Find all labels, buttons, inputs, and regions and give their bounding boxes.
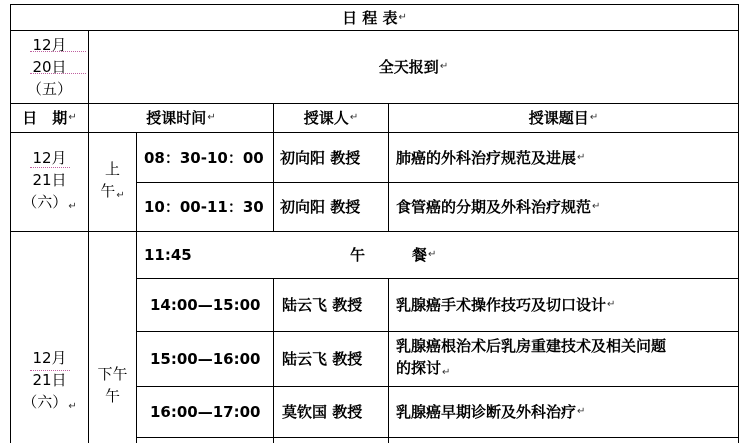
session-teacher: [282, 332, 388, 386]
session-topic: [396, 133, 738, 182]
header-time-text: 授课时间: [146, 109, 207, 127]
rule: [136, 132, 137, 443]
paragraph-mark-icon: ↵: [577, 406, 586, 417]
session-time: [144, 183, 273, 231]
afternoon-period-line1: 下午: [97, 365, 128, 383]
session-teacher: [280, 133, 388, 182]
paragraph-mark-icon: ↵: [398, 11, 407, 23]
session-topic: [396, 387, 738, 437]
session-time-text: 10：00-11：30: [144, 198, 264, 216]
lunch-time: [144, 232, 273, 278]
arrival-date-month: 12月: [32, 36, 67, 54]
paragraph-mark-icon: ↵: [607, 299, 616, 310]
arrival-content-text: 全天报到: [378, 58, 439, 76]
morning-date-day: 21日: [32, 170, 67, 189]
paragraph-mark-icon: ↵: [207, 112, 216, 123]
session-topic: [396, 332, 738, 386]
header-topic-text: 授课题目: [528, 109, 589, 127]
session-teacher: [282, 279, 388, 331]
lunch-label-1-text: 午: [350, 246, 366, 264]
paragraph-mark-icon: ↵: [577, 151, 586, 163]
lunch-label-2-text: 餐: [412, 246, 428, 264]
paragraph-mark-icon: ↵: [589, 112, 599, 123]
paragraph-mark-icon: ↵: [428, 249, 437, 260]
paragraph-mark-icon: ↵: [68, 400, 77, 412]
afternoon-date: [11, 342, 88, 422]
header-teacher: [274, 104, 388, 132]
session-teacher-text: 陆云飞 教授: [282, 350, 363, 368]
session-time: [144, 133, 273, 182]
session-teacher: [280, 183, 388, 231]
rule: [136, 437, 739, 438]
session-teacher-text: 陆云飞 教授: [282, 296, 363, 314]
arrival-date: [11, 31, 88, 103]
table-title: [10, 5, 739, 30]
afternoon-date-weekday: （六）: [22, 392, 68, 411]
morning-date-month: 12月: [32, 148, 67, 167]
session-time: [150, 332, 273, 386]
morning-period: [89, 133, 136, 231]
header-date: [11, 104, 88, 132]
session-time: [150, 279, 273, 331]
dotted-rule: [30, 73, 86, 74]
morning-period-line2: 午: [100, 181, 116, 200]
session-topic: [396, 183, 738, 231]
table-title-text: 日 程 表: [342, 8, 398, 27]
afternoon-period: [89, 360, 136, 410]
morning-date-weekday: （六）: [22, 192, 68, 211]
header-date-text: 日 期: [22, 109, 68, 127]
paragraph-mark-icon: ↵: [439, 61, 449, 72]
session-teacher-text: 莫钦国 教授: [282, 403, 363, 421]
afternoon-date-day: 21日: [32, 370, 67, 389]
header-topic: [389, 104, 738, 132]
lunch-label-2: [412, 232, 452, 278]
afternoon-period-line2: 午: [104, 387, 120, 405]
session-topic-line2: 的探讨: [396, 358, 442, 377]
header-time: [89, 104, 273, 132]
morning-date: [11, 133, 88, 231]
paragraph-mark-icon: ↵: [349, 112, 359, 123]
paragraph-mark-icon: ↵: [592, 201, 601, 212]
rule: [388, 278, 389, 443]
afternoon-date-month: 12月: [32, 348, 67, 367]
paragraph-mark-icon: ↵: [68, 112, 77, 123]
session-time-text: 08：30-10：00: [144, 148, 264, 167]
session-time-text: 14:00—15:00: [150, 296, 261, 314]
dotted-rule: [30, 167, 70, 168]
lunch-label-1: [350, 232, 370, 278]
session-teacher-text: 初向阳 教授: [280, 198, 361, 216]
session-time-text: 16:00—17:00: [150, 403, 261, 421]
paragraph-mark-icon: ↵: [116, 189, 125, 201]
session-time: [150, 387, 273, 437]
rule: [738, 4, 739, 443]
paragraph-mark-icon: ↵: [68, 200, 77, 212]
session-topic-text: 肺癌的外科治疗规范及进展: [396, 148, 577, 167]
session-teacher: [282, 387, 388, 437]
morning-period-line1: 上: [104, 159, 120, 178]
session-topic-line1: 乳腺癌根治术后乳房重建技术及相关问题: [396, 336, 667, 355]
session-topic: [396, 279, 738, 331]
session-time-text: 15:00—16:00: [150, 350, 261, 368]
rule: [273, 278, 274, 443]
arrival-date-day: 20日: [32, 58, 67, 76]
arrival-content: [89, 31, 738, 103]
header-teacher-text: 授课人: [303, 109, 349, 127]
session-teacher-text: 初向阳 教授: [280, 148, 361, 167]
session-topic-text: 乳腺癌早期诊断及外科治疗: [396, 403, 577, 421]
rule: [10, 231, 739, 232]
paragraph-mark-icon: ↵: [442, 366, 451, 378]
arrival-date-weekday: （五）: [26, 80, 72, 98]
lunch-time-text: 11:45: [144, 246, 192, 264]
dotted-rule: [30, 370, 70, 371]
session-topic-text: 食管癌的分期及外科治疗规范: [396, 198, 592, 216]
dotted-rule: [30, 51, 86, 52]
session-topic-text: 乳腺癌手术操作技巧及切口设计: [396, 296, 607, 314]
